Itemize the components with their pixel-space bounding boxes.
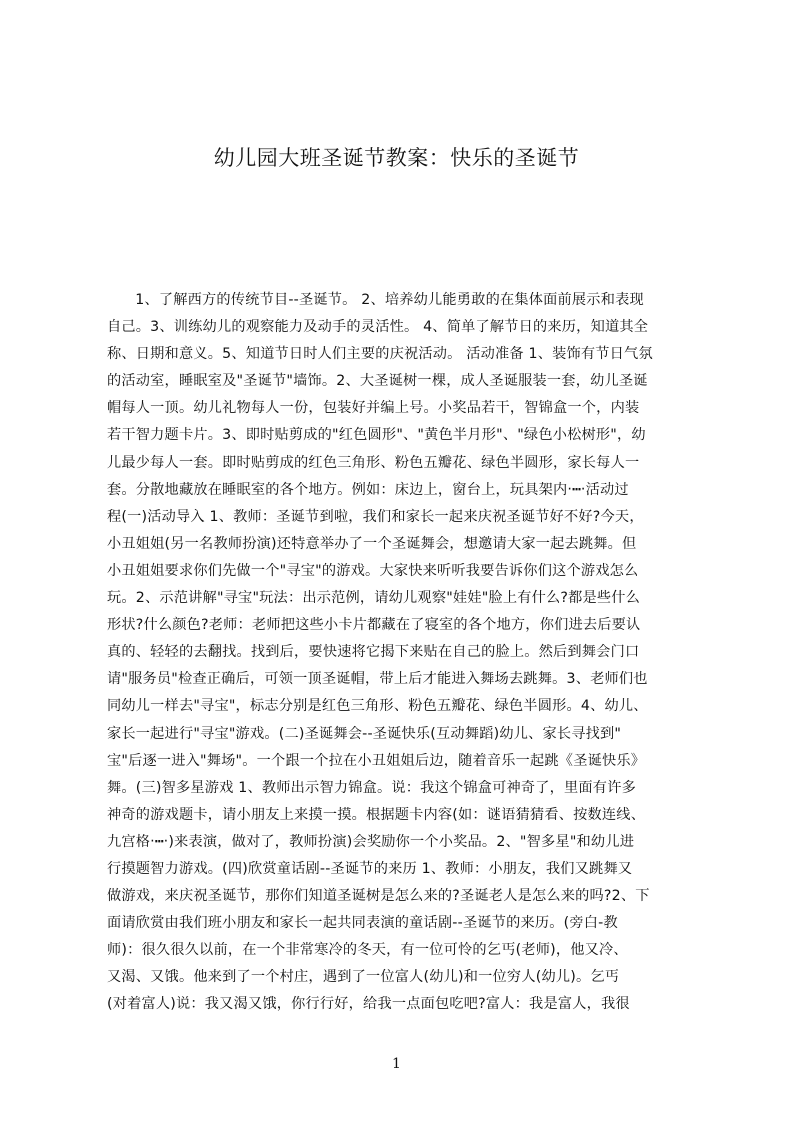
body-text-line: 又渴、又饿。他来到了一个村庄，遇到了一位富人(幼儿)和一位穷人(幼儿)。乞丐 bbox=[107, 969, 620, 986]
body-text-line: 程(一)活动导入 1、教师：圣诞节到啦，我们和家长一起来庆祝圣诞节好不好?今天， bbox=[107, 508, 644, 525]
body-text-line: 九宫格‧┅‧)来表演，做对了，教师扮演)会奖励你一个小奖品。2、"智多星"和幼儿进 bbox=[107, 833, 635, 850]
body-text-line: 玩。2、示范讲解"寻宝"玩法：出示范例，请幼儿观察"娃娃"脸上有什么?都是些什么 bbox=[107, 590, 641, 607]
page-number: 1 bbox=[392, 1056, 401, 1072]
body-text-line: 儿最少每人一套。即时贴剪成的红色三角形、粉色五瓣花、绿色半圆形，家长每人一 bbox=[107, 454, 640, 471]
body-text-line: (对着富人)说：我又渴又饿，你行行好，给我一点面包吃吧?富人：我是富人，我很 bbox=[107, 996, 630, 1013]
body-text-line: 小丑姐姐(另一名教师扮演)还特意举办了一个圣诞舞会，想邀请大家一起去跳舞。但 bbox=[107, 535, 637, 552]
body-text-line: 套。分散地藏放在睡眠室的各个地方。例如：床边上，窗台上，玩具架内‧┅‧活动过 bbox=[107, 481, 629, 498]
body-text-line: 做游戏，来庆祝圣诞节，那你们知道圣诞树是怎么来的?圣诞老人是怎么来的吗?2、下 bbox=[107, 888, 650, 905]
body-text-line: 面请欣赏由我们班小朋友和家长一起共同表演的童话剧--圣诞节的来历。(旁白-教 bbox=[107, 915, 618, 932]
body-text-line: 自己。3、训练幼儿的观察能力及动手的灵活性。 4、简单了解节日的来历，知道其全 bbox=[107, 319, 649, 336]
body-text-line: 师)：很久很久以前，在一个非常寒冷的冬天，有一位可怜的乞丐(老师)，他又冷、 bbox=[107, 942, 628, 959]
body-text-line: 请"服务员"检查正确后，可领一顶圣诞帽，带上后才能进入舞场去跳舞。3、老师们也 bbox=[107, 671, 648, 688]
body-text-line: 的活动室，睡眠室及"圣诞节"墙饰。2、大圣诞树一棵，成人圣诞服装一套，幼儿圣诞 bbox=[107, 373, 648, 390]
body-text-line: 真的、轻轻的去翻找。找到后，要快速将它揭下来贴在自己的脸上。然后到舞会门口 bbox=[107, 644, 640, 661]
body-text-line: 神奇的游戏题卡，请小朋友上来摸一摸。根据题卡内容(如：谜语猜猜看、按数连线、 bbox=[107, 806, 646, 823]
body-text-line: 若干智力题卡片。3、即时贴剪成的"红色圆形"、"黄色半月形"、"绿色小松树形"，幼 bbox=[107, 427, 646, 444]
body-text-line: 小丑姐姐要求你们先做一个"寻宝"的游戏。大家快来听听我要告诉你们这个游戏怎么 bbox=[107, 562, 639, 579]
body-text-line: 行摸题智力游戏。(四)欣赏童话剧--圣诞节的来历 1、教师：小朋友，我们又跳舞又 bbox=[107, 860, 633, 877]
body-text-line: 称、日期和意义。5、知道节日时人们主要的庆祝活动。 活动准备 1、装饰有节日气氛 bbox=[107, 346, 653, 363]
document-body bbox=[107, 287, 698, 1037]
document-title: 幼儿园大班圣诞节教案：快乐的圣诞节 bbox=[213, 146, 580, 170]
body-text-line: 1、了解西方的传统节目--圣诞节。 2、培养幼儿能勇敢的在集体面前展示和表现 bbox=[107, 292, 644, 308]
body-text-line: 舞。(三)智多星游戏 1、教师出示智力锦盒。说：我这个锦盒可神奇了，里面有许多 bbox=[107, 779, 636, 796]
body-text-line: 家长一起进行"寻宝"游戏。(二)圣诞舞会--圣诞快乐(互动舞蹈)幼儿、家长寻找到" bbox=[107, 725, 622, 742]
body-text-line: 帽每人一顶。幼儿礼物每人一份，包装好并编上号。小奖品若干，智锦盒一个，内装 bbox=[107, 400, 640, 417]
body-text-line: 同幼儿一样去"寻宝"，标志分别是红色三角形、粉色五瓣花、绿色半圆形。4、幼儿、 bbox=[107, 698, 648, 715]
body-text-line: 形状?什么颜色?老师：老师把这些小卡片都藏在了寝室的各个地方，你们进去后要认 bbox=[107, 617, 641, 634]
body-text-line: 宝"后逐一进入"舞场"。一个跟一个拉在小丑姐姐后边，随着音乐一起跳《圣诞快乐》 bbox=[107, 752, 646, 769]
